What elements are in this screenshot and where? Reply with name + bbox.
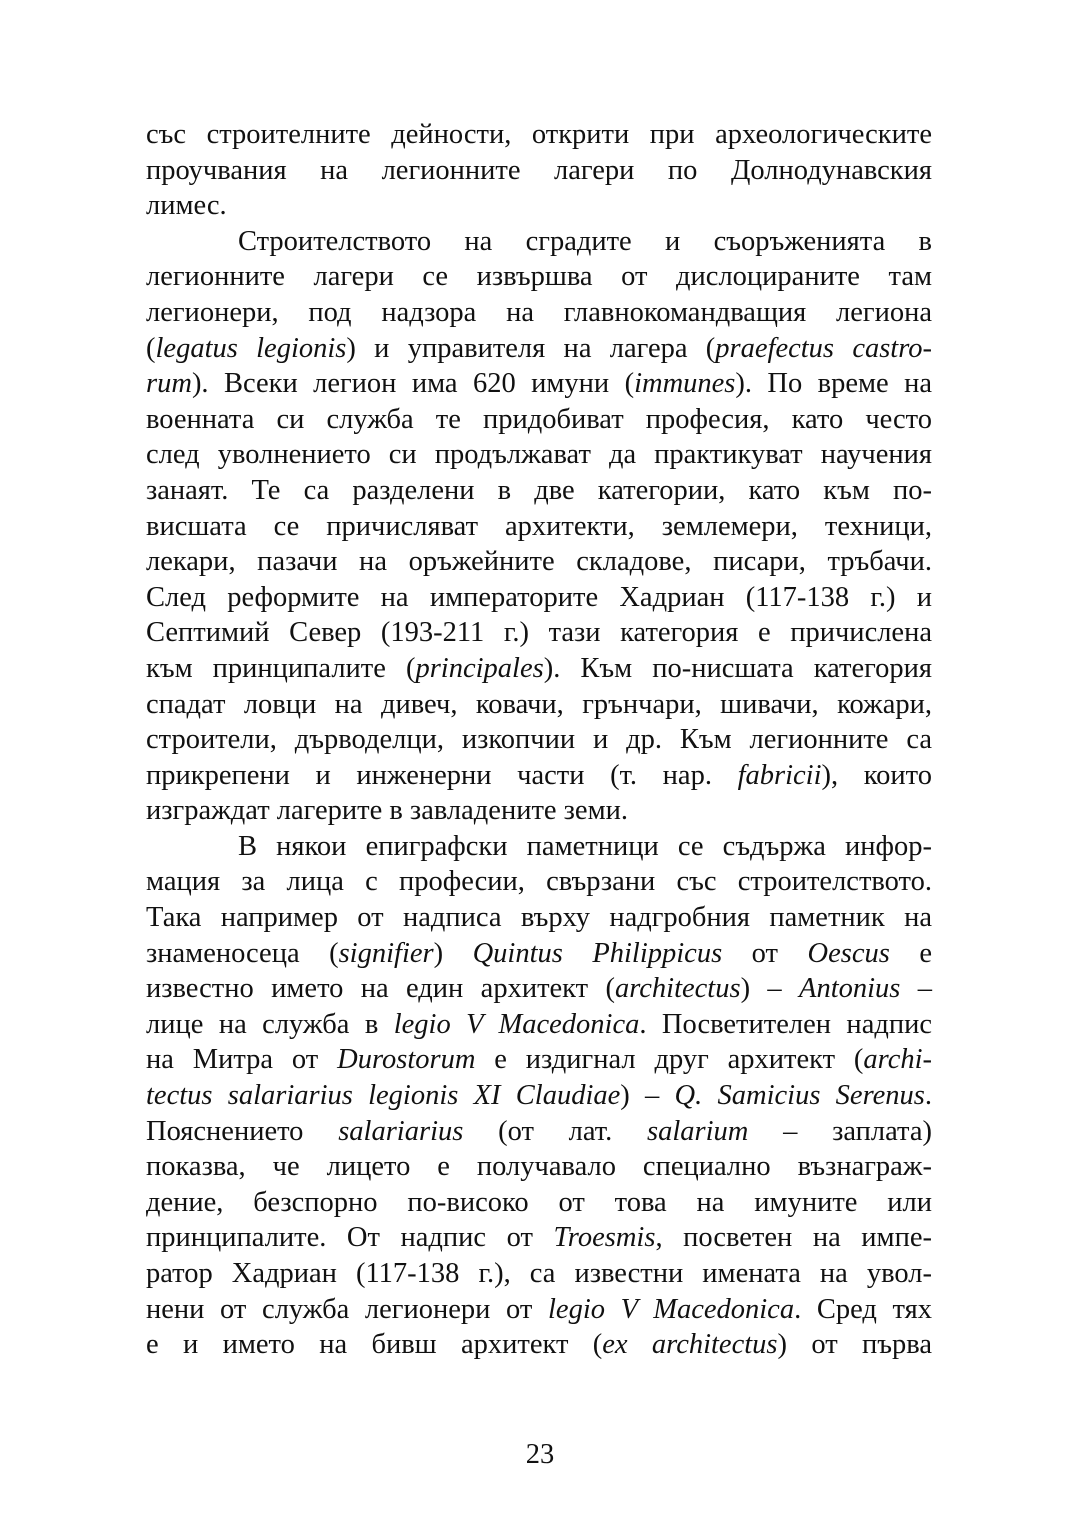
text-line xyxy=(146,615,932,651)
body-text xyxy=(146,117,932,1363)
text-segment: показва, че лицето е получавало специално възнаграж- xyxy=(146,1151,932,1183)
text-line xyxy=(146,1149,932,1185)
text-line xyxy=(146,331,932,367)
text-line xyxy=(146,687,932,723)
text-segment: . Сред тях xyxy=(794,1293,932,1325)
text-segment: . Посветителен надпис xyxy=(639,1008,932,1040)
italic-text: ex architectus xyxy=(602,1329,778,1361)
text-segment: мация за лица с професии, свързани със строителството. xyxy=(146,866,932,898)
page-number: 23 xyxy=(525,1439,555,1470)
text-line xyxy=(146,1185,932,1221)
text-segment: ) – xyxy=(620,1080,675,1112)
text-segment: принципалите. От надпис от xyxy=(146,1222,554,1254)
italic-text: Quintus Philippicus xyxy=(472,937,723,969)
text-segment: След реформите на императорите Хадриан (117-138 г.) и xyxy=(146,581,932,613)
text-line xyxy=(146,509,932,545)
italic-text: Troesmis xyxy=(553,1222,656,1254)
text-segment: със строителните дейности, открити при археологическите xyxy=(146,119,932,150)
text-segment: легионери, под надзора на главнокомандващия легиона xyxy=(146,296,932,328)
text-line xyxy=(146,117,932,153)
text-line xyxy=(146,971,932,1007)
text-segment: от xyxy=(722,937,808,969)
italic-text: architectus xyxy=(614,973,741,1005)
italic-text: Durostorum xyxy=(337,1044,476,1076)
text-segment: ), които xyxy=(821,759,932,791)
text-line xyxy=(146,900,932,936)
italic-text: tectus salariarius legionis XI Claudiae xyxy=(146,1080,621,1112)
italic-text: signifier xyxy=(338,937,434,969)
text-line xyxy=(146,651,932,687)
text-segment: известно името на един архитект ( xyxy=(146,973,615,1005)
text-segment: е xyxy=(889,937,932,969)
text-line xyxy=(146,758,932,794)
text-line xyxy=(146,366,932,402)
text-line xyxy=(146,153,932,189)
text-line xyxy=(146,722,932,758)
text-line xyxy=(146,1327,932,1363)
italic-text: principales xyxy=(415,652,544,684)
text-segment: занаят. Те са разделени в две категории, като към по- xyxy=(146,474,932,506)
text-segment: прикрепени и инженерни части (т. нар. xyxy=(146,759,738,791)
text-segment: е и името на бивш архитект ( xyxy=(146,1329,603,1361)
text-line xyxy=(146,829,932,865)
text-segment: Така например от надписа върху надгробния паметник на xyxy=(146,902,932,934)
italic-text: salarium xyxy=(647,1115,749,1147)
italic-text: praefectus castro- xyxy=(715,332,932,364)
text-line xyxy=(146,1114,932,1150)
text-segment: ) – xyxy=(740,973,800,1005)
text-segment: Септимий Север (193-211 г.) тази категория е причислена xyxy=(146,617,932,649)
text-segment: спадат ловци на дивеч, ковачи, грънчари, шивачи, кожари, xyxy=(146,688,932,720)
text-segment: военната си служба те придобиват професия, като често xyxy=(146,403,932,435)
text-line xyxy=(146,864,932,900)
text-segment: Пояснението xyxy=(146,1115,339,1147)
italic-text: Oescus xyxy=(807,937,890,969)
text-line xyxy=(146,1078,932,1114)
text-segment: ратор Хадриан (117-138 г.), са известни имената на увол- xyxy=(146,1258,932,1289)
italic-text: archi- xyxy=(863,1044,933,1076)
italic-text: immunes xyxy=(634,368,736,400)
text-segment: легионните лагери се извършва от дислоцираните там xyxy=(146,261,932,293)
text-line xyxy=(146,295,932,331)
text-segment: проучвания на легионните лагери по Долнодунавския xyxy=(146,154,932,186)
text-segment: изграждат лагерите в завладените земи. xyxy=(146,795,628,827)
text-segment: ). По време на xyxy=(735,368,933,400)
italic-text: fabricii xyxy=(737,759,822,791)
text-line xyxy=(146,1292,932,1328)
text-segment: – заплата) xyxy=(748,1115,932,1147)
text-segment: В някои епиграфски паметници се съдържа инфор- xyxy=(238,830,932,862)
text-segment: ) xyxy=(433,937,473,969)
italic-text: legio V Macedonica xyxy=(548,1293,795,1325)
text-segment: лице на служба в xyxy=(146,1008,394,1040)
text-segment: – xyxy=(900,973,933,1005)
text-line xyxy=(146,259,932,295)
text-segment: ) от първа xyxy=(777,1329,932,1361)
text-segment: на Митра от xyxy=(146,1044,338,1076)
italic-text: salariarius xyxy=(338,1115,464,1147)
text-segment: (от лат. xyxy=(463,1115,647,1147)
text-line xyxy=(146,544,932,580)
text-line xyxy=(146,473,932,509)
text-segment: лекари, пазачи на оръжейните складове, писари, тръбачи. xyxy=(146,546,932,578)
text-line xyxy=(146,936,932,972)
text-segment: Строителството на сградите и съоръженията в xyxy=(238,225,932,257)
text-segment: знаменосеца ( xyxy=(146,937,339,969)
text-line xyxy=(146,793,932,829)
text-line xyxy=(146,1007,932,1043)
text-line xyxy=(146,437,932,473)
italic-text: legio V Macedonica xyxy=(393,1008,640,1040)
text-segment: ). Към по-нисшата категория xyxy=(543,652,932,684)
italic-text: rum xyxy=(146,368,192,400)
text-line xyxy=(146,402,932,438)
text-line xyxy=(146,188,932,224)
text-line xyxy=(146,1256,932,1292)
text-segment: . xyxy=(924,1080,932,1112)
italic-text: Antonius xyxy=(799,973,901,1005)
italic-text: Q. Samicius Serenus xyxy=(674,1080,925,1112)
text-segment: дение, безспорно по-високо от това на имуните или xyxy=(146,1186,932,1218)
text-line xyxy=(146,580,932,616)
text-line xyxy=(146,1042,932,1078)
text-segment: ). Всеки легион има 620 имуни ( xyxy=(191,368,635,400)
text-line xyxy=(146,1220,932,1256)
text-segment: нени от служба легионери от xyxy=(146,1293,549,1325)
text-segment: е издигнал друг архитект ( xyxy=(475,1044,864,1076)
text-segment: ( xyxy=(146,332,156,364)
text-segment: , посветен на импе- xyxy=(655,1222,932,1254)
text-segment: строители, дърводелци, изкопчии и др. Към легионните са xyxy=(146,724,932,756)
text-segment: лимес. xyxy=(146,190,227,222)
text-segment: към принципалите ( xyxy=(146,652,416,684)
text-segment: след уволнението си продължават да практикуват научения xyxy=(146,439,932,471)
text-segment: висшата се причисляват архитекти, землемери, техници, xyxy=(146,510,932,542)
text-segment: ) и управителя на лагера ( xyxy=(346,332,716,364)
italic-text: legatus legionis xyxy=(155,332,347,364)
text-line xyxy=(146,224,932,260)
